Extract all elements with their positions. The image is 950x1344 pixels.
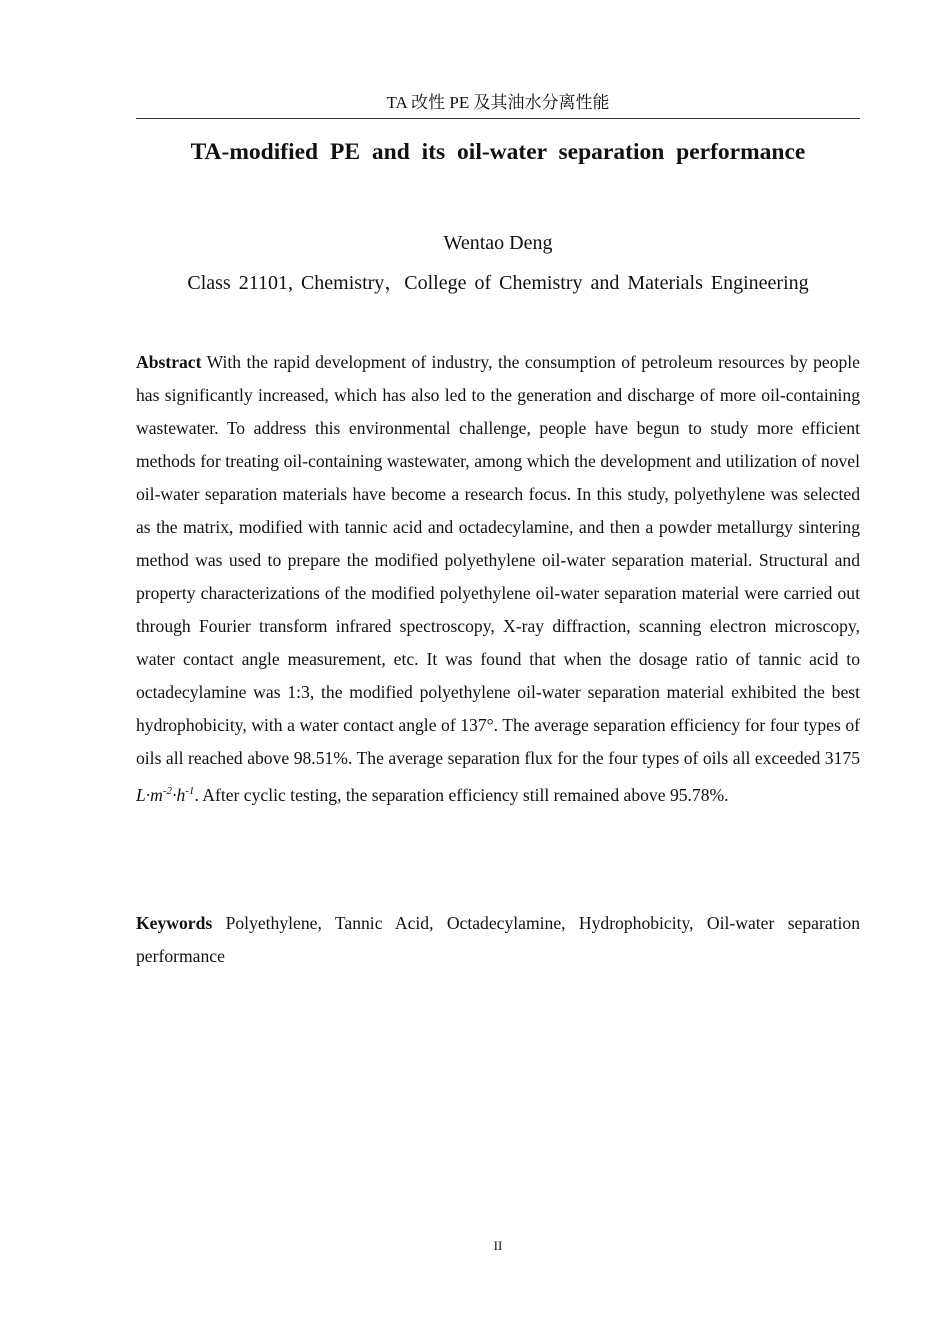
abstract-paragraph xyxy=(136,346,860,812)
keywords-paragraph xyxy=(136,907,860,973)
flux-unit xyxy=(136,785,194,805)
abstract-text: With the rapid development of industry, the consumption of petroleum resources by people has significantly increased, which has also led to the generation and discharge of more oil-containing wastewater. To address this environmental challenge, people have begun to study more efficient methods for treating oil-containing wastewater, among which the development and utilization of novel oil-water separation materials have become a research focus. In this study, polyethylene was selected as the matrix, modified with tannic acid and octadecylamine, and then a powder metallurgy sintering method was used to prepare the modified polyethylene oil-water separation material. Structural and property characterizations of the modified polyethylene oil-water separation material were carried out through Fourier transform infrared spectroscopy, X-ray diffraction, scanning electron microscopy, water contact angle measurement, etc. It was found that when the dosage ratio of tannic acid to octadecylamine was 1:3, the modified polyethylene oil-water separation material exhibited the best hydrophobicity, with a water contact angle of 137°. The average separation efficiency for four types of oils all reached above 98.51%. The average separation flux for the four types of oils all exceeded 3175 xyxy=(136,352,860,768)
running-header: TA 改性 PE 及其油水分离性能 xyxy=(386,93,610,112)
paper-title: TA-modified PE and its oil-water separation performance xyxy=(190,139,806,165)
keywords-text: Polyethylene, Tannic Acid, Octadecylamine, Hydrophobicity, Oil-water separation performance xyxy=(136,913,860,966)
flux-unit-exponent-time: -1 xyxy=(185,785,195,797)
flux-unit-time: ·h xyxy=(172,784,186,805)
keywords-label: Keywords xyxy=(136,913,213,933)
flux-unit-volume-area: L·m xyxy=(136,784,163,805)
page-number: II xyxy=(493,1238,503,1253)
author-name: Wentao Deng xyxy=(443,232,553,254)
author-affiliation: Class 21101, Chemistry，College of Chemistry and Materials Engineering xyxy=(187,272,809,294)
abstract-label: Abstract xyxy=(136,352,202,372)
header-divider xyxy=(136,118,860,119)
abstract-text-end: . After cyclic testing, the separation efficiency still remained above 95.78%. xyxy=(194,784,729,805)
flux-unit-exponent-area: -2 xyxy=(162,785,173,797)
